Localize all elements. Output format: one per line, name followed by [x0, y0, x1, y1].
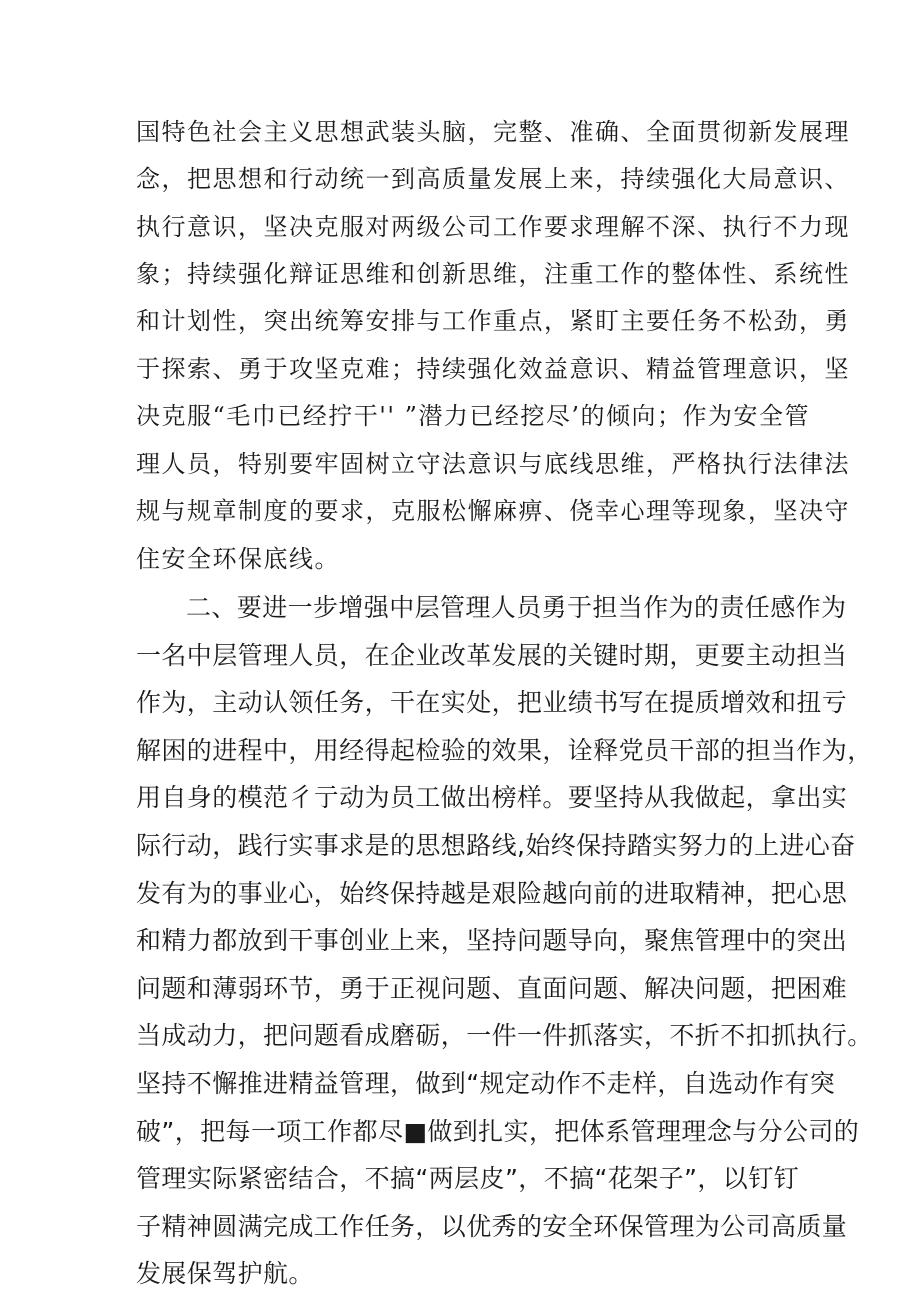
- paragraph-1-line-4: 象；持续强化辩证思维和创新思维，注重工作的整体性、系统性: [136, 260, 850, 288]
- paragraph-2-line-14: 子精神圆满完成工作任务，以优秀的安全环保管理为公司高质量: [136, 1211, 848, 1241]
- paragraph-2-line-8: 和精力都放到干事创业上来，坚持问题导向，聚焦管理中的突出: [136, 926, 848, 956]
- paragraph-2-line-3: 作为，主动认领任务，干在实处，把业绩书写在提质增效和扭亏: [136, 688, 848, 718]
- paragraph-2-line-11: 坚持不懈推进精益管理，做到“规定动作不走样，自选动作有突: [136, 1069, 836, 1098]
- paragraph-1-line-2: 念，把思想和行动统一到高质量发展上来，持续强化大局意识、: [136, 165, 850, 193]
- paragraph-2-line-6: 际行动，践行实事求是的思想路线,始终保持踏实努力的上进心奋: [136, 831, 856, 860]
- paragraph-2-line-7: 发有为的事业心，始终保持越是艰险越向前的进取精神，把心思: [136, 878, 848, 908]
- paragraph-2-line-5: 用自身的模范彳亍动为员工做出榜样。要坚持从我做起，拿出实: [136, 783, 848, 813]
- paragraph-1-line-6: 于探索、勇于攻坚克难；持续强化效益意识、精益管理意识，坚: [136, 355, 850, 383]
- paragraph-2-line-4: 解困的进程中，用经得起检验的效果，诠释党员干部的担当作为，: [136, 735, 873, 765]
- paragraph-1-line-3: 执行意识，坚决克服对两级公司工作要求理解不深、执行不力现: [136, 213, 850, 241]
- paragraph-2-line-15: 发展保驾护航。: [136, 1259, 314, 1289]
- paragraph-1-line-10: 住安全环保底线。: [136, 545, 340, 573]
- paragraph-2-line-13: 管理实际紧密结合，不搞“两层皮”，不搞“花架子”，以钉钉: [136, 1164, 800, 1194]
- paragraph-1-line-7: 决克服“毛巾已经拧干'' ”潜力已经挖尽’的倾向；作为安全管: [136, 402, 810, 430]
- paragraph-2-line-2: 一名中层管理人员，在企业改革发展的关键时期，更要主动担当: [136, 640, 848, 670]
- paragraph-2-line-10: 当成动力，把问题看成磨砺，一件一件抓落实，不折不扣抓执行。: [136, 1021, 873, 1051]
- paragraph-2-line-9: 问题和薄弱环节，勇于正视问题、直面问题、解决问题，把困难: [136, 973, 848, 1003]
- paragraph-1-line-8: 理人员，特别要牢固树立守法意识与底线思维，严格执行法律法: [136, 450, 850, 478]
- paragraph-1-line-9: 规与规章制度的要求，克服松懈麻痹、侥幸心理等现象，坚决守: [136, 497, 850, 525]
- paragraph-2-line-1: 二、要进一步增强中层管理人员勇于担当作为的责任感作为: [186, 593, 847, 622]
- paragraph-1-line-5: 和计划性，突出统筹安排与工作重点，紧盯主要任务不松劲，勇: [136, 307, 850, 335]
- paragraph-2-line-12: 破”，把每一项工作都尽■做到扎实，把体系管理理念与分公司的: [136, 1116, 860, 1146]
- paragraph-1-line-1: 国特色社会主义思想武装头脑，完整、准确、全面贯彻新发展理: [136, 118, 850, 146]
